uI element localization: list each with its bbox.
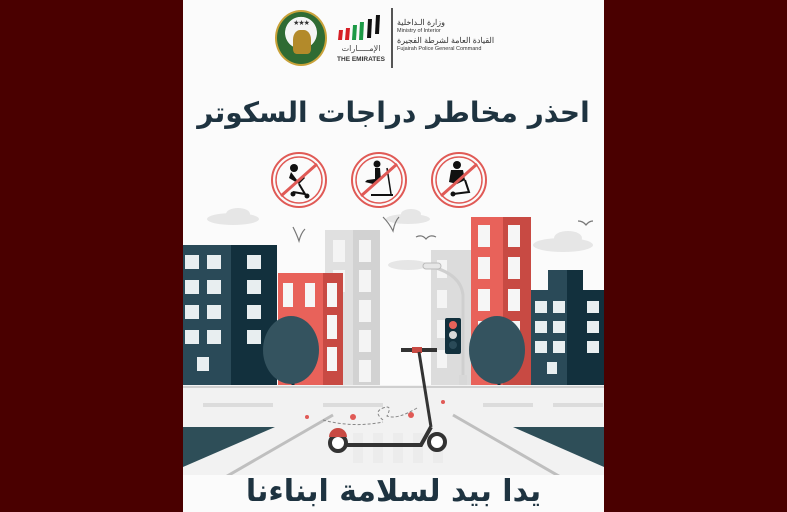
police-command-arabic: القيادة العامة لشرطة الفجيرة	[397, 36, 495, 45]
emirates-english-text: THE EMIRATES	[337, 56, 385, 63]
ministry-text-block	[397, 18, 517, 52]
ministry-english: Ministry of Interior	[397, 28, 441, 34]
logo-divider	[391, 8, 393, 68]
the-emirates-logo	[333, 10, 389, 66]
poster-title: احذر مخاطر دراجات السكوتر	[197, 96, 590, 129]
header-logos	[273, 6, 513, 70]
emirates-bars-icon	[337, 14, 385, 44]
poster	[183, 0, 604, 512]
emirates-arabic-text: الإمـــــارات	[341, 44, 381, 53]
no-kick-scooter-icon	[349, 150, 409, 210]
ministry-arabic: وزارة الـداخلية	[397, 18, 445, 27]
police-command-english: Fujairah Police General Command	[397, 46, 482, 52]
no-child-on-scooter-icon	[429, 150, 489, 210]
city-scene-illustration	[183, 205, 604, 475]
no-child-riding-scooter-icon	[269, 150, 329, 210]
poster-slogan: يدا بيد لسلامة ابناءنا	[245, 474, 542, 509]
police-emblem-icon: ★★★	[275, 10, 327, 66]
